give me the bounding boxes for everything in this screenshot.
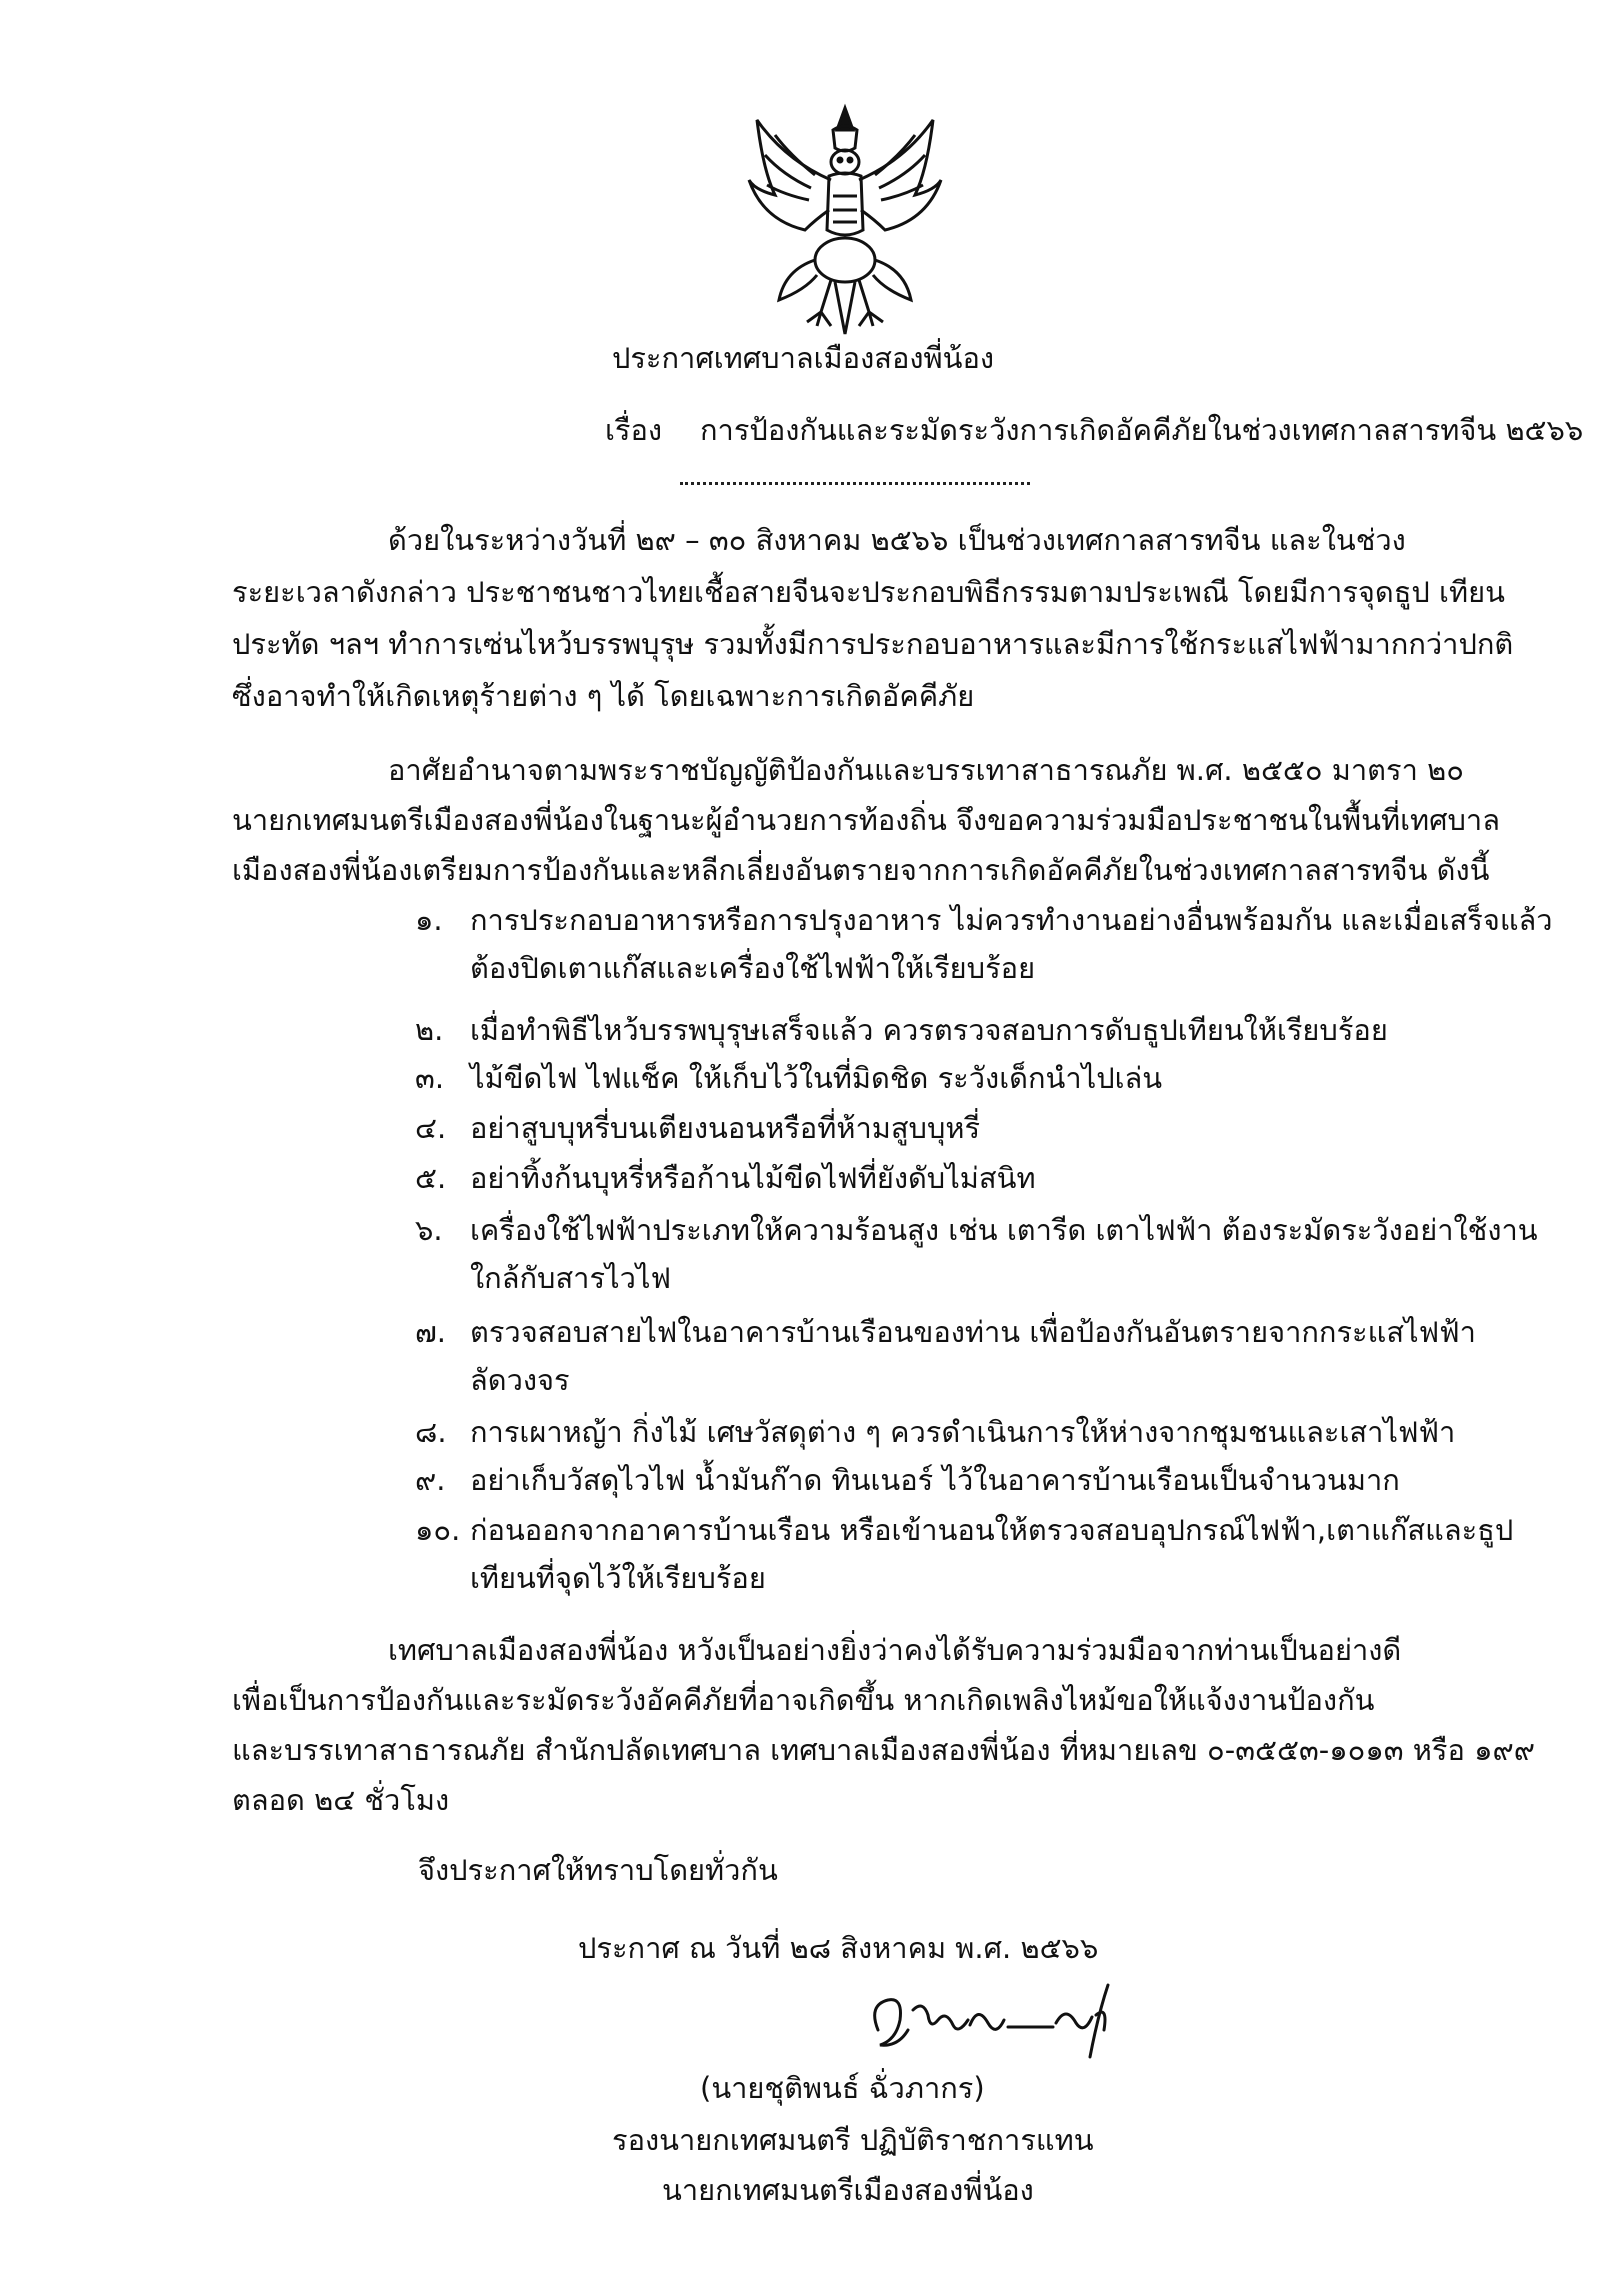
item-text: ใกล้กับสารไวไฟ bbox=[470, 1261, 672, 1295]
item-text: เทียนที่จุดไว้ให้เรียบร้อย bbox=[470, 1561, 766, 1595]
item-text: ไม้ขีดไฟ ไฟแช็ค ให้เก็บไว้ในที่มิดชิด ระวังเด็กนำไปเล่น bbox=[470, 1061, 1163, 1095]
item-text: การประกอบอาหารหรือการปรุงอาหาร ไม่ควรทำงานอย่างอื่นพร้อมกัน และเมื่อเสร็จแล้ว bbox=[470, 903, 1553, 937]
item-text: เมื่อทำพิธีไหว้บรรพบุรุษเสร็จแล้ว ควรตรวจสอบการดับธูปเทียนให้เรียบร้อย bbox=[470, 1013, 1388, 1047]
item-number: ๑. bbox=[415, 903, 443, 937]
item-number: ๗. bbox=[415, 1315, 447, 1349]
item-number: ๘. bbox=[415, 1415, 447, 1449]
para3-line: ตลอด ๒๔ ชั่วโมง bbox=[232, 1783, 450, 1817]
item-text: การเผาหญ้า กิ่งไม้ เศษวัสดุต่าง ๆ ควรดำเนินการให้ห่างจากชุมชนและเสาไฟฟ้า bbox=[470, 1415, 1456, 1449]
subject-title: การป้องกันและระมัดระวังการเกิดอัคคีภัยในช่วงเทศกาลสารทจีน ๒๕๖๖ bbox=[700, 413, 1584, 447]
para1-line: ประทัด ฯลฯ ทำการเซ่นไหว้บรรพบุรุษ รวมทั้งมีการประกอบอาหารและมีการใช้กระแสไฟฟ้ามากกว่าปกติ bbox=[232, 627, 1514, 661]
signer-position: รองนายกเทศมนตรี ปฏิบัติราชการแทน bbox=[612, 2123, 1094, 2157]
item-number: ๕. bbox=[415, 1161, 447, 1195]
item-number: ๙. bbox=[415, 1463, 446, 1497]
garuda-emblem-icon bbox=[745, 100, 945, 340]
item-text: ก่อนออกจากอาคารบ้านเรือน หรือเข้านอนให้ตรวจสอบอุปกรณ์ไฟฟ้า,เตาแก๊สและธูป bbox=[470, 1513, 1514, 1547]
para2-line: นายกเทศมนตรีเมืองสองพี่น้องในฐานะผู้อำนวยการท้องถิ่น จึงขอความร่วมมือประชาชนในพื้นที่เทศบาล bbox=[232, 803, 1500, 837]
item-number: ๑๐. bbox=[415, 1513, 461, 1547]
item-number: ๓. bbox=[415, 1061, 445, 1095]
closing-statement: จึงประกาศให้ทราบโดยทั่วกัน bbox=[418, 1853, 778, 1887]
para1-line: ระยะเวลาดังกล่าว ประชาชนชาวไทยเชื้อสายจีนจะประกอบพิธีกรรมตามประเพณี โดยมีการจุดธูป เทียน bbox=[232, 575, 1505, 609]
item-text: อย่าทิ้งก้นบุหรี่หรือก้านไม้ขีดไฟที่ยังดับไม่สนิท bbox=[470, 1161, 1036, 1195]
item-text: อย่าเก็บวัสดุไวไฟ น้ำมันก๊าด ทินเนอร์ ไว้ในอาคารบ้านเรือนเป็นจำนวนมาก bbox=[470, 1463, 1400, 1497]
item-text: ตรวจสอบสายไฟในอาคารบ้านเรือนของท่าน เพื่อป้องกันอันตรายจากกระแสไฟฟ้า bbox=[470, 1315, 1476, 1349]
para3-line: และบรรเทาสาธารณภัย สำนักปลัดเทศบาล เทศบาลเมืองสองพี่น้อง ที่หมายเลข ๐-๓๕๕๓-๑๐๑๓ หรือ ๑๙๙ bbox=[232, 1733, 1536, 1767]
item-text: ลัดวงจร bbox=[470, 1363, 570, 1397]
para1-line: ซึ่งอาจทำให้เกิดเหตุร้ายต่าง ๆ ได้ โดยเฉพาะการเกิดอัคคีภัย bbox=[232, 679, 975, 713]
announcement-date: ประกาศ ณ วันที่ ๒๘ สิงหาคม พ.ศ. ๒๕๖๖ bbox=[578, 1931, 1099, 1965]
item-text: ต้องปิดเตาแก๊สและเครื่องใช้ไฟฟ้าให้เรียบร้อย bbox=[470, 951, 1036, 985]
item-number: ๖. bbox=[415, 1213, 443, 1247]
para3-line: เทศบาลเมืองสองพี่น้อง หวังเป็นอย่างยิ่งว่าคงได้รับความร่วมมือจากท่านเป็นอย่างดี bbox=[388, 1633, 1402, 1667]
signer-name: (นายชุติพนธ์ ฉั่วภากร) bbox=[700, 2071, 985, 2105]
item-text: เครื่องใช้ไฟฟ้าประเภทให้ความร้อนสูง เช่น เตารีด เตาไฟฟ้า ต้องระมัดระวังอย่าใช้งาน bbox=[470, 1213, 1538, 1247]
title-divider bbox=[680, 482, 1030, 485]
para2-line: เมืองสองพี่น้องเตรียมการป้องกันและหลีกเลี่ยงอันตรายจากการเกิดอัคคีภัยในช่วงเทศกาลสารทจีน ดังนี้ bbox=[232, 853, 1490, 887]
para2-line: อาศัยอำนาจตามพระราชบัญญัติป้องกันและบรรเทาสาธารณภัย พ.ศ. ๒๕๕๐ มาตรา ๒๐ bbox=[388, 753, 1464, 787]
item-number: ๒. bbox=[415, 1013, 444, 1047]
handwritten-signature-icon bbox=[858, 1975, 1128, 2065]
signer-position-on-behalf: นายกเทศมนตรีเมืองสองพี่น้อง bbox=[662, 2173, 1034, 2207]
subject-label: เรื่อง bbox=[605, 413, 663, 447]
para1-line: ด้วยในระหว่างวันที่ ๒๙ – ๓๐ สิงหาคม ๒๕๖๖ เป็นช่วงเทศกาลสารทจีน และในช่วง bbox=[388, 523, 1406, 557]
issuer-title: ประกาศเทศบาลเมืองสองพี่น้อง bbox=[611, 341, 995, 375]
para3-line: เพื่อเป็นการป้องกันและระมัดระวังอัคคีภัยที่อาจเกิดขึ้น หากเกิดเพลิงไหม้ขอให้แจ้งงานป้องกัน bbox=[232, 1683, 1375, 1717]
item-text: อย่าสูบบุหรี่บนเตียงนอนหรือที่ห้ามสูบบุหรี่ bbox=[470, 1111, 981, 1145]
item-number: ๔. bbox=[415, 1111, 447, 1145]
